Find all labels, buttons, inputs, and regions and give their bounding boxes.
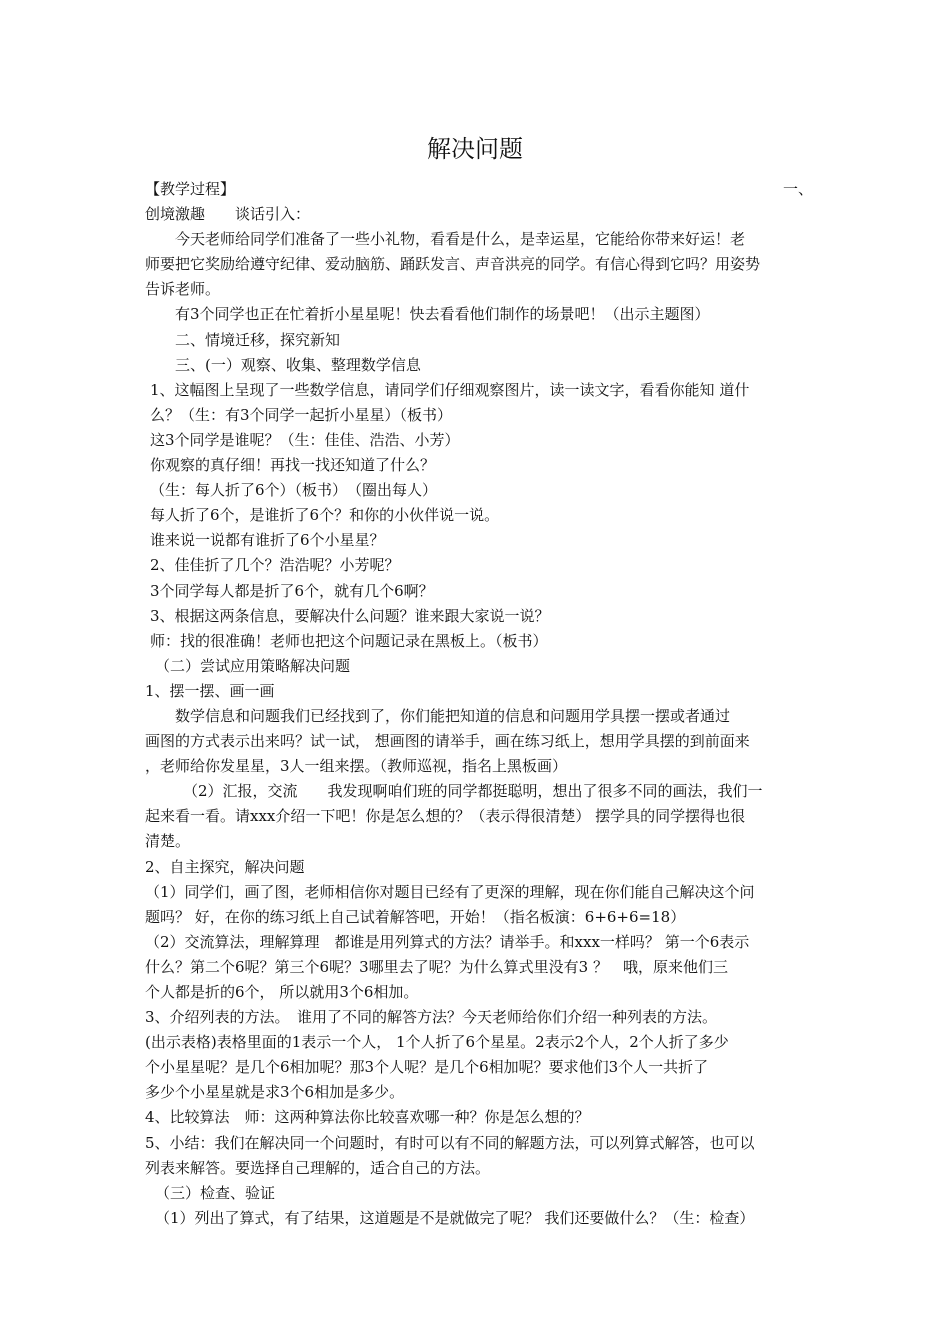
paragraph-line: 清楚。 <box>145 832 191 851</box>
paragraph-line: （2）交流算法，理解算理 都谁是用列算式的方法？请举手。和xxx一样吗？ 第一个6表示 <box>145 932 750 951</box>
paragraph-line: 个小星星呢？是几个6相加呢？那3个人呢？是几个6相加呢？要求他们3个人一共折了 <box>145 1058 709 1077</box>
paragraph-line: 二、情境迁移，探究新知 <box>175 330 341 349</box>
paragraph-line: （2）汇报，交流 我发现啊咱们班的同学都挺聪明，想出了很多不同的画法，我们一 <box>183 782 763 801</box>
paragraph-line: 数学信息和问题我们已经找到了，你们能把知道的信息和问题用学具摆一摆或者通过 <box>175 706 731 725</box>
paragraph-line: 有3个同学也正在忙着折小星星呢！快去看看他们制作的场景吧！（出示主题图） <box>175 305 710 324</box>
paragraph-line: 1、摆一摆、画一画 <box>145 681 275 700</box>
paragraph-line: 每人折了6个，是谁折了6个？和你的小伙伴说一说。 <box>150 506 500 525</box>
paragraph-line: 师要把它奖励给遵守纪律、爱动脑筋、踊跃发言、声音洪亮的同学。有信心得到它吗？用姿势 <box>145 255 761 274</box>
paragraph-line: 什么？第二个6呢？第三个6呢？3哪里去了呢？为什么算式里没有3 ？ 哦，原来他们三 <box>145 957 728 976</box>
paragraph-line: 师：找的很准确！老师也把这个问题记录在黑板上。（板书） <box>150 631 548 650</box>
paragraph-line: ，老师给你发星星，3人一组来摆。（教师巡视，指名上黑板画） <box>145 757 568 776</box>
paragraph-line: 3、根据这两条信息，要解决什么问题？谁来跟大家说一说？ <box>150 606 550 625</box>
document-body <box>145 177 813 1231</box>
paragraph-line: （三）检查、验证 <box>155 1183 276 1202</box>
heading-line <box>145 177 813 202</box>
paragraph-line: 2、自主探究，解决问题 <box>145 857 305 876</box>
paragraph-line: 1、这幅图上呈现了一些数学信息，请同学们仔细观察图片，读一读文字，看看你能知 道什 <box>150 380 750 399</box>
paragraph-line: 么？（生：有3个同学一起折小星星）（板书） <box>150 405 453 424</box>
paragraph-line: 起来看一看。请xxx介绍一下吧！你是怎么想的？（表示得很清楚） 摆学具的同学摆得也很 <box>145 807 746 826</box>
paragraph-line: （1）同学们，画了图，老师相信你对题目已经有了更深的理解，现在你们能自己解决这个问 <box>145 882 755 901</box>
paragraph-line: 你观察的真仔细！再找一找还知道了什么？ <box>150 456 436 475</box>
paragraph-line: 5、小结：我们在解决同一个问题时，有时可以有不同的解题方法，可以列算式解答，也可以 <box>145 1133 755 1152</box>
paragraph-line: （二）尝试应用策略解决问题 <box>155 656 351 675</box>
paragraph-line: 2、佳佳折了几个？浩浩呢？小芳呢？ <box>150 556 400 575</box>
paragraph-line: 这3个同学是谁呢？（生：佳佳、浩浩、小芳） <box>150 430 460 449</box>
section-number: 一、 <box>782 180 813 198</box>
paragraph-line: 3、介绍列表的方法。 谁用了不同的解答方法？今天老师给你们介绍一种列表的方法。 <box>145 1008 718 1027</box>
paragraph-line: 谁来说一说都有谁折了6个小星星？ <box>150 531 385 550</box>
paragraph-line: 画图的方式表示出来吗？试一试， 想画图的请举手，画在练习纸上，想用学具摆的到前面来 <box>145 732 750 751</box>
paragraph-line: 列表来解答。要选择自己理解的，适合自己的方法。 <box>145 1158 491 1177</box>
paragraph-line: 创境激趣 谈话引入： <box>145 205 311 224</box>
paragraph-line: （生：每人折了6个）（板书） （圈出每人） <box>150 481 438 500</box>
paragraph-line: 今天老师给同学们准备了一些小礼物，看看是什么，是幸运星，它能给你带来好运！老 <box>175 230 746 249</box>
paragraph-line: 告诉老师。 <box>145 280 221 299</box>
paragraph-line: （1）列出了算式，有了结果，这道题是不是就做完了呢？ 我们还要做什么？（生：检查） <box>155 1208 755 1227</box>
paragraph-line: 多少个小星星就是求3个6相加是多少。 <box>145 1083 405 1102</box>
paragraph-line: 题吗？ 好，在你的练习纸上自己试着解答吧，开始！（指名板演：6+6+6=18） <box>145 907 686 926</box>
paragraph-line: 三、(一）观察、收集、整理数学信息 <box>175 355 421 374</box>
paragraph-line: 3个同学每人都是折了6个，就有几个6啊？ <box>150 581 434 600</box>
paragraph-line: 4、比较算法 师：这两种算法你比较喜欢哪一种？你是怎么想的？ <box>145 1108 590 1127</box>
paragraph-line: 个人都是折的6个， 所以就用3个6相加。 <box>145 983 419 1001</box>
paragraph-line: (出示表格)表格里面的1表示一个人， 1个人折了6个星星。2表示2个人，2个人折了多少 <box>145 1033 729 1052</box>
section-heading: 【教学过程】 <box>145 180 236 198</box>
document-title: 解决问题 <box>427 135 523 163</box>
